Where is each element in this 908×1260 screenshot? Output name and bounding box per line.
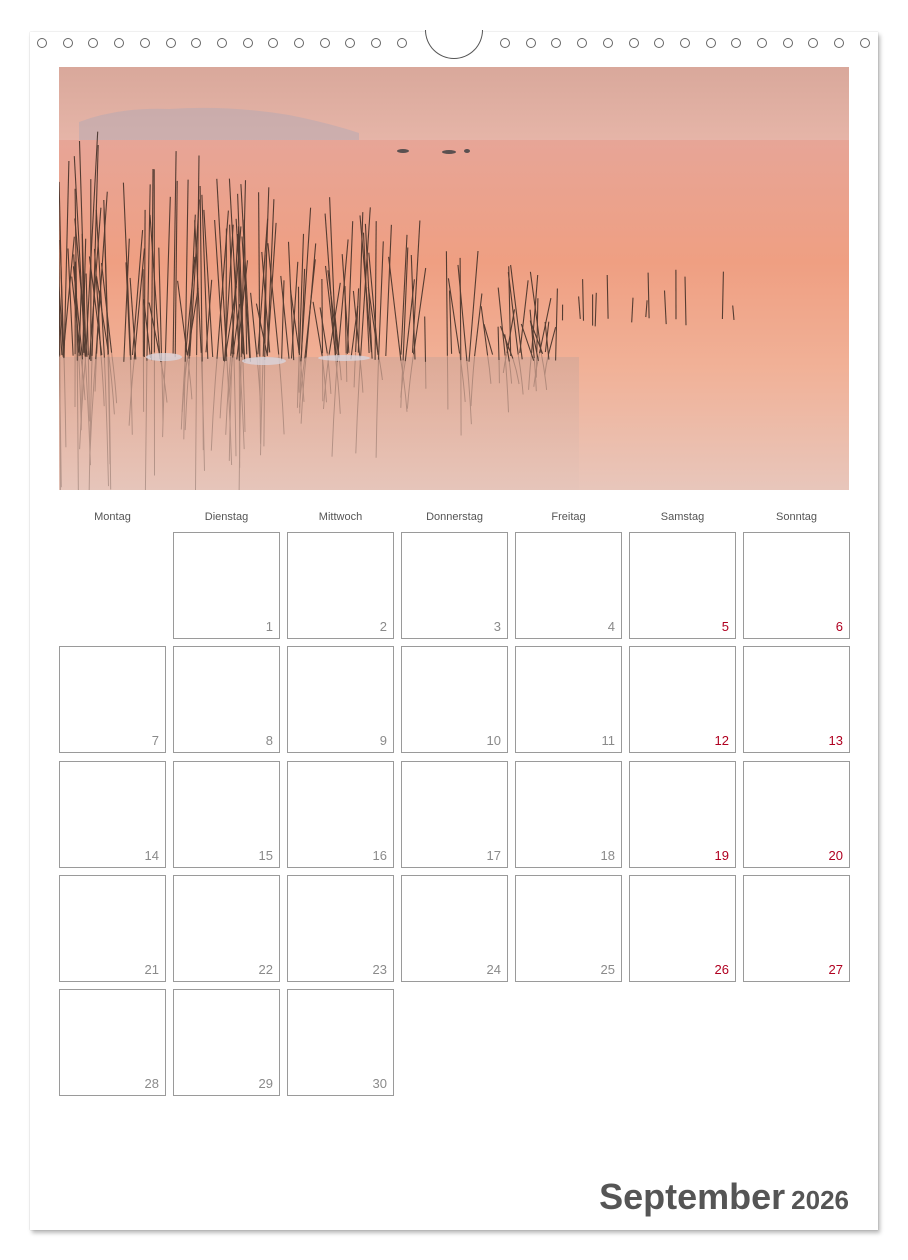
binding-hole	[551, 38, 561, 48]
binding-hole	[114, 38, 124, 48]
day-cell	[173, 761, 280, 868]
binding-hole	[680, 38, 690, 48]
binding-hole	[783, 38, 793, 48]
day-number: 22	[258, 961, 273, 977]
day-cell	[743, 532, 850, 639]
day-number: 29	[258, 1076, 273, 1092]
day-cell	[59, 761, 166, 868]
day-cell	[401, 875, 508, 982]
day-cell	[173, 989, 280, 1096]
day-number: 6	[835, 619, 843, 634]
day-cell	[173, 646, 280, 753]
binding-hole	[217, 38, 227, 48]
month-name: September	[599, 1176, 786, 1217]
binding-hole	[140, 38, 150, 48]
day-number: 1	[265, 619, 273, 634]
day-cell	[743, 646, 850, 753]
day-number: 15	[258, 847, 273, 863]
day-number: 3	[493, 619, 501, 634]
binding-hole	[191, 38, 201, 48]
day-number: 24	[486, 961, 501, 977]
day-number: 7	[151, 733, 159, 749]
day-number: 12	[714, 733, 729, 749]
day-number: 27	[828, 961, 843, 977]
day-number: 17	[486, 847, 501, 863]
day-number: 2	[379, 619, 387, 634]
day-cell	[287, 875, 394, 982]
binding-hole	[834, 38, 844, 48]
day-number: 21	[144, 961, 159, 977]
binding-hole	[63, 38, 73, 48]
binding-hole	[294, 38, 304, 48]
day-number: 19	[714, 847, 729, 863]
binding-hole	[629, 38, 639, 48]
spiral-binding	[0, 0, 908, 60]
day-cell	[515, 761, 622, 868]
day-number: 4	[607, 619, 615, 634]
day-cell	[515, 532, 622, 639]
weekday-label: Donnerstag	[426, 511, 483, 523]
day-cell	[743, 875, 850, 982]
day-number: 10	[486, 733, 501, 749]
binding-hole	[577, 38, 587, 48]
day-cell	[629, 646, 736, 753]
binding-hole	[808, 38, 818, 48]
day-number: 23	[372, 961, 387, 977]
day-number: 5	[721, 619, 729, 634]
binding-hole	[88, 38, 98, 48]
day-cell	[629, 532, 736, 639]
month-photo	[59, 67, 849, 490]
binding-hole	[345, 38, 355, 48]
day-number: 26	[714, 961, 729, 977]
binding-hole	[706, 38, 716, 48]
day-number: 18	[600, 847, 615, 863]
day-number: 13	[828, 733, 843, 749]
day-cell	[629, 761, 736, 868]
binding-hole	[397, 38, 407, 48]
binding-hole	[731, 38, 741, 48]
day-cell	[515, 646, 622, 753]
day-number: 16	[372, 847, 387, 863]
binding-hole	[37, 38, 47, 48]
day-number: 9	[379, 733, 387, 749]
day-cell	[287, 646, 394, 753]
binding-hole	[166, 38, 176, 48]
day-cell	[173, 532, 280, 639]
month-title	[599, 1176, 849, 1218]
binding-hole	[320, 38, 330, 48]
weekday-label: Freitag	[551, 511, 586, 523]
weekday-label: Sonntag	[776, 511, 817, 523]
day-cell	[401, 761, 508, 868]
day-number: 30	[372, 1076, 387, 1092]
weekday-label: Mittwoch	[318, 511, 363, 523]
binding-hole	[243, 38, 253, 48]
day-cell	[287, 532, 394, 639]
day-number: 11	[601, 733, 615, 749]
day-cell	[173, 875, 280, 982]
day-number: 28	[144, 1076, 159, 1092]
day-cell	[59, 989, 166, 1096]
day-cell	[629, 875, 736, 982]
day-cell	[515, 875, 622, 982]
day-cell	[401, 532, 508, 639]
day-number: 14	[144, 847, 159, 863]
weekday-label: Samstag	[660, 511, 705, 523]
day-cell	[287, 761, 394, 868]
binding-hole	[371, 38, 381, 48]
year: 2026	[791, 1185, 849, 1215]
day-number: 20	[828, 847, 843, 863]
binding-hole	[860, 38, 870, 48]
day-cell	[59, 646, 166, 753]
binding-hole	[603, 38, 613, 48]
day-cell	[401, 646, 508, 753]
binding-hole	[526, 38, 536, 48]
binding-hole	[268, 38, 278, 48]
binding-hole	[500, 38, 510, 48]
day-cell	[743, 761, 850, 868]
hanger-hook	[425, 30, 483, 59]
weekday-label: Dienstag	[204, 511, 249, 523]
binding-hole	[757, 38, 767, 48]
day-cell	[59, 875, 166, 982]
day-number: 25	[600, 961, 615, 977]
binding-hole	[654, 38, 664, 48]
day-cell	[287, 989, 394, 1096]
weekday-label: Montag	[94, 511, 131, 523]
day-number: 8	[265, 733, 273, 749]
